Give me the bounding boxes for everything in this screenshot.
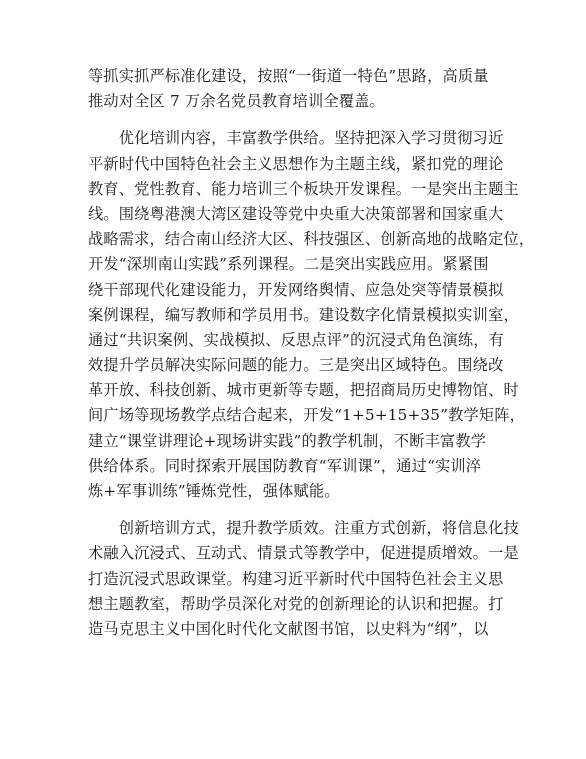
text-line: 通过“共识案例、实战模拟、反思点评”的沉浸式角色演练，有 <box>88 330 505 349</box>
text-line: 战略需求，结合南山经济大区、科技强区、创新高地的战略定位， <box>88 230 535 249</box>
text-line: 革开放、科技创新、城市更新等专题，把招商局历史博物馆、时 <box>88 381 519 400</box>
text-line: 打造沉浸式思政课堂。构建习近平新时代中国特色社会主义思 <box>88 569 504 588</box>
text-line: 案例课程，编写教师和学员用书。建设数字化情景模拟实训室， <box>88 305 519 324</box>
text-line: 教育、党性教育、能力培训三个板块开发课程。一是突出主题主 <box>88 179 519 198</box>
text-line: 平新时代中国特色社会主义思想作为主题主线，紧扣党的理论 <box>88 154 504 173</box>
text-line: 想主题教室，帮助学员深化对党的创新理论的认识和把握。打 <box>88 594 504 613</box>
text-line: 绕干部现代化建设能力，开发网络舆情、应急处突等情景模拟 <box>88 280 504 299</box>
text-line: 供给体系。同时探索开展国防教育“军训课”，通过“实训淬 <box>88 456 482 475</box>
paragraph-innovate-methods <box>88 516 519 642</box>
text-line: 创新培训方式，提升教学质效。注重方式创新，将信息化技 <box>88 519 519 538</box>
text-line: 术融入沉浸式、互动式、情景式等教学中，促进提质增效。一是 <box>88 544 519 563</box>
paragraph-spacer <box>88 504 500 516</box>
paragraph-spacer <box>88 114 500 126</box>
text-line: 造马克思主义中国化时代化文献图书馆，以史料为“纲”，以 <box>88 619 489 638</box>
text-line: 优化培训内容，丰富教学供给。坚持把深入学习贯彻习近 <box>88 129 504 148</box>
text-line: 等抓实抓严标准化建设，按照“一街道一特色”思路，高质量 <box>88 67 489 85</box>
text-line: 建立“课堂讲理论+现场讲实践”的教学机制，不断丰富教学 <box>88 431 487 450</box>
text-line: 炼+军事训练”锤炼党性，强体赋能。 <box>88 482 340 500</box>
paragraph-optimize-content <box>88 126 535 504</box>
text-line: 推动对全区 7 万余名党员教育培训全覆盖。 <box>88 92 385 111</box>
paragraph-continuation <box>88 64 500 114</box>
text-line: 线。围绕粤港澳大湾区建设等党中央重大决策部署和国家重大 <box>88 204 504 223</box>
text-line: 效提升学员解决实际问题的能力。三是突出区域特色。围绕改 <box>88 356 504 375</box>
text-line: 开发“深圳南山实践”系列课程。二是突出实践应用。紧紧围 <box>88 255 489 274</box>
text-line: 间广场等现场教学点结合起来，开发“1+5+15+35”教学矩阵， <box>88 406 526 425</box>
document-body <box>88 64 535 642</box>
